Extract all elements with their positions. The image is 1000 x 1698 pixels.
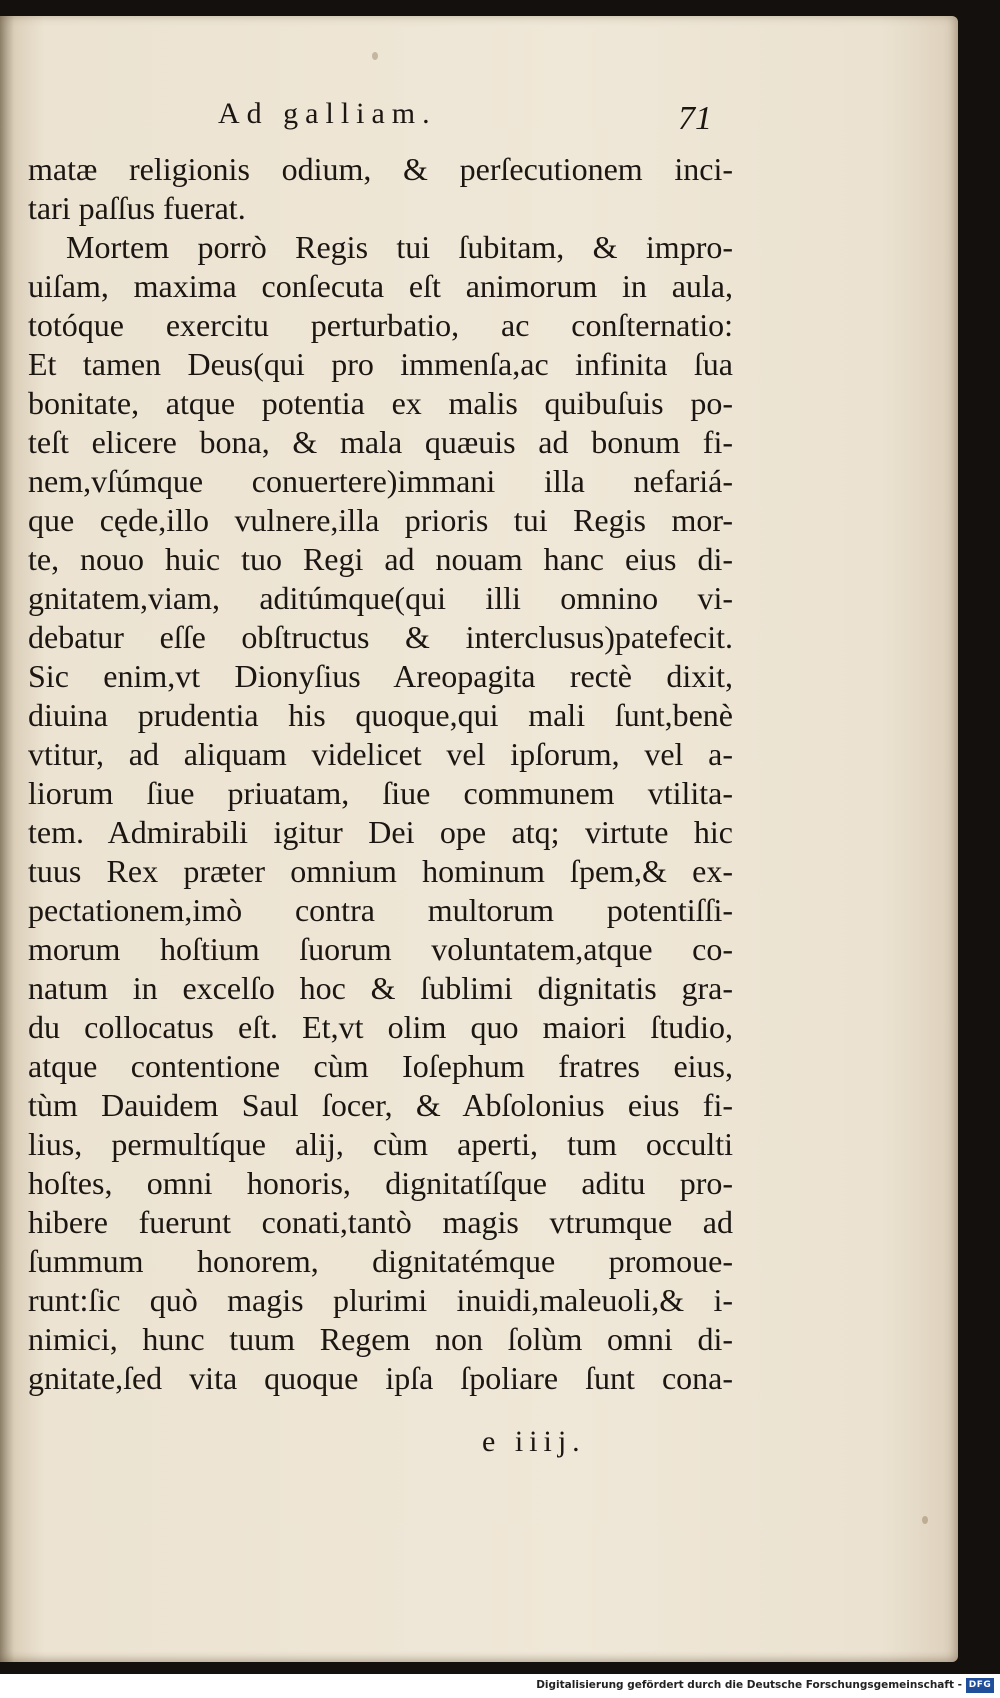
text-line: tari paſſus fuerat.: [28, 190, 246, 226]
text-line: liorum ſiue priuatam, ſiue communem vtilita-: [28, 775, 733, 811]
page-number: 71: [678, 100, 712, 137]
text-line: Et tamen Deus(qui pro immenſa,ac infinita ſua: [28, 346, 733, 382]
text-line: vtitur, ad aliquam videlicet vel ipſorum, vel a-: [28, 736, 733, 772]
text-line: que cęde,illo vulnere,illa prioris tui Regis mor-: [28, 502, 733, 538]
text-line: gnitatem,viam, aditúmque(qui illi omnino vi-: [28, 580, 733, 616]
running-title: Ad galliam.: [218, 97, 437, 130]
text-line: natum in excelſo hoc & ſublimi dignitatis gra-: [28, 970, 733, 1006]
text-line: Mortem porrò Regis tui ſubitam, & impro-: [66, 229, 733, 265]
text-line: nem,vſúmque conuertere)immani illa nefariá-: [28, 463, 733, 499]
digitization-credit: Digitalisierung gefördert durch die Deutsche Forschungsgemeinschaft -: [536, 1679, 962, 1691]
text-line: morum hoſtium ſuorum voluntatem,atque co-: [28, 931, 733, 967]
dfg-logo-icon: DFG: [966, 1678, 994, 1693]
text-line: hibere fuerunt conati,tantò magis vtrumque ad: [28, 1204, 733, 1240]
text-line: matæ religionis odium, & perſecutionem inci-: [28, 151, 733, 187]
text-line: Sic enim,vt Dionyſius Areopagita rectè dixit,: [28, 658, 733, 694]
text-line: tuus Rex præter omnium hominum ſpem,& ex-: [28, 853, 733, 889]
text-line: totóque exercitu perturbatio, ac conſternatio:: [28, 307, 733, 343]
text-line: debatur eſſe obſtructus & interclusus)patefecit.: [28, 619, 733, 655]
text-line: bonitate, atque potentia ex malis quibuſuis po-: [28, 385, 733, 421]
paper-spot: [372, 52, 378, 60]
text-line: diuina prudentia his quoque,qui mali ſunt,benè: [28, 697, 733, 733]
text-line: tem. Admirabili igitur Dei ope atq; virtute hic: [28, 814, 733, 850]
text-line: atque contentione cùm Ioſephum fratres eius,: [28, 1048, 733, 1084]
paper-spot: [922, 1516, 928, 1524]
body-text: [28, 150, 733, 1398]
text-line: nimici, hunc tuum Regem non ſolùm omni di-: [28, 1321, 733, 1357]
text-line: tùm Dauidem Saul ſocer, & Abſolonius eius fi-: [28, 1087, 733, 1123]
text-line: du collocatus eſt. Et,vt olim quo maiori ſtudio,: [28, 1009, 733, 1045]
text-line: teſt elicere bona, & mala quæuis ad bonum fi-: [28, 424, 733, 460]
text-line: pectationem,imò contra multorum potentiſſi-: [28, 892, 733, 928]
text-line: gnitate,ſed vita quoque ipſa ſpoliare ſunt cona-: [28, 1360, 733, 1396]
text-line: hoſtes, omni honoris, dignitatíſque aditu pro-: [28, 1165, 733, 1201]
text-line: runt:ſic quò magis plurimi inuidi,maleuoli,& i-: [28, 1282, 733, 1318]
text-line: lius, permultíque alij, cùm aperti, tum occulti: [28, 1126, 733, 1162]
text-line: te, nouo huic tuo Regi ad nouam hanc eius di-: [28, 541, 733, 577]
text-line: ſummum honorem, dignitatémque promoue-: [28, 1243, 733, 1279]
signature-mark: e iiij.: [482, 1425, 586, 1458]
text-line: uiſam, maxima conſecuta eſt animorum in aula,: [28, 268, 733, 304]
